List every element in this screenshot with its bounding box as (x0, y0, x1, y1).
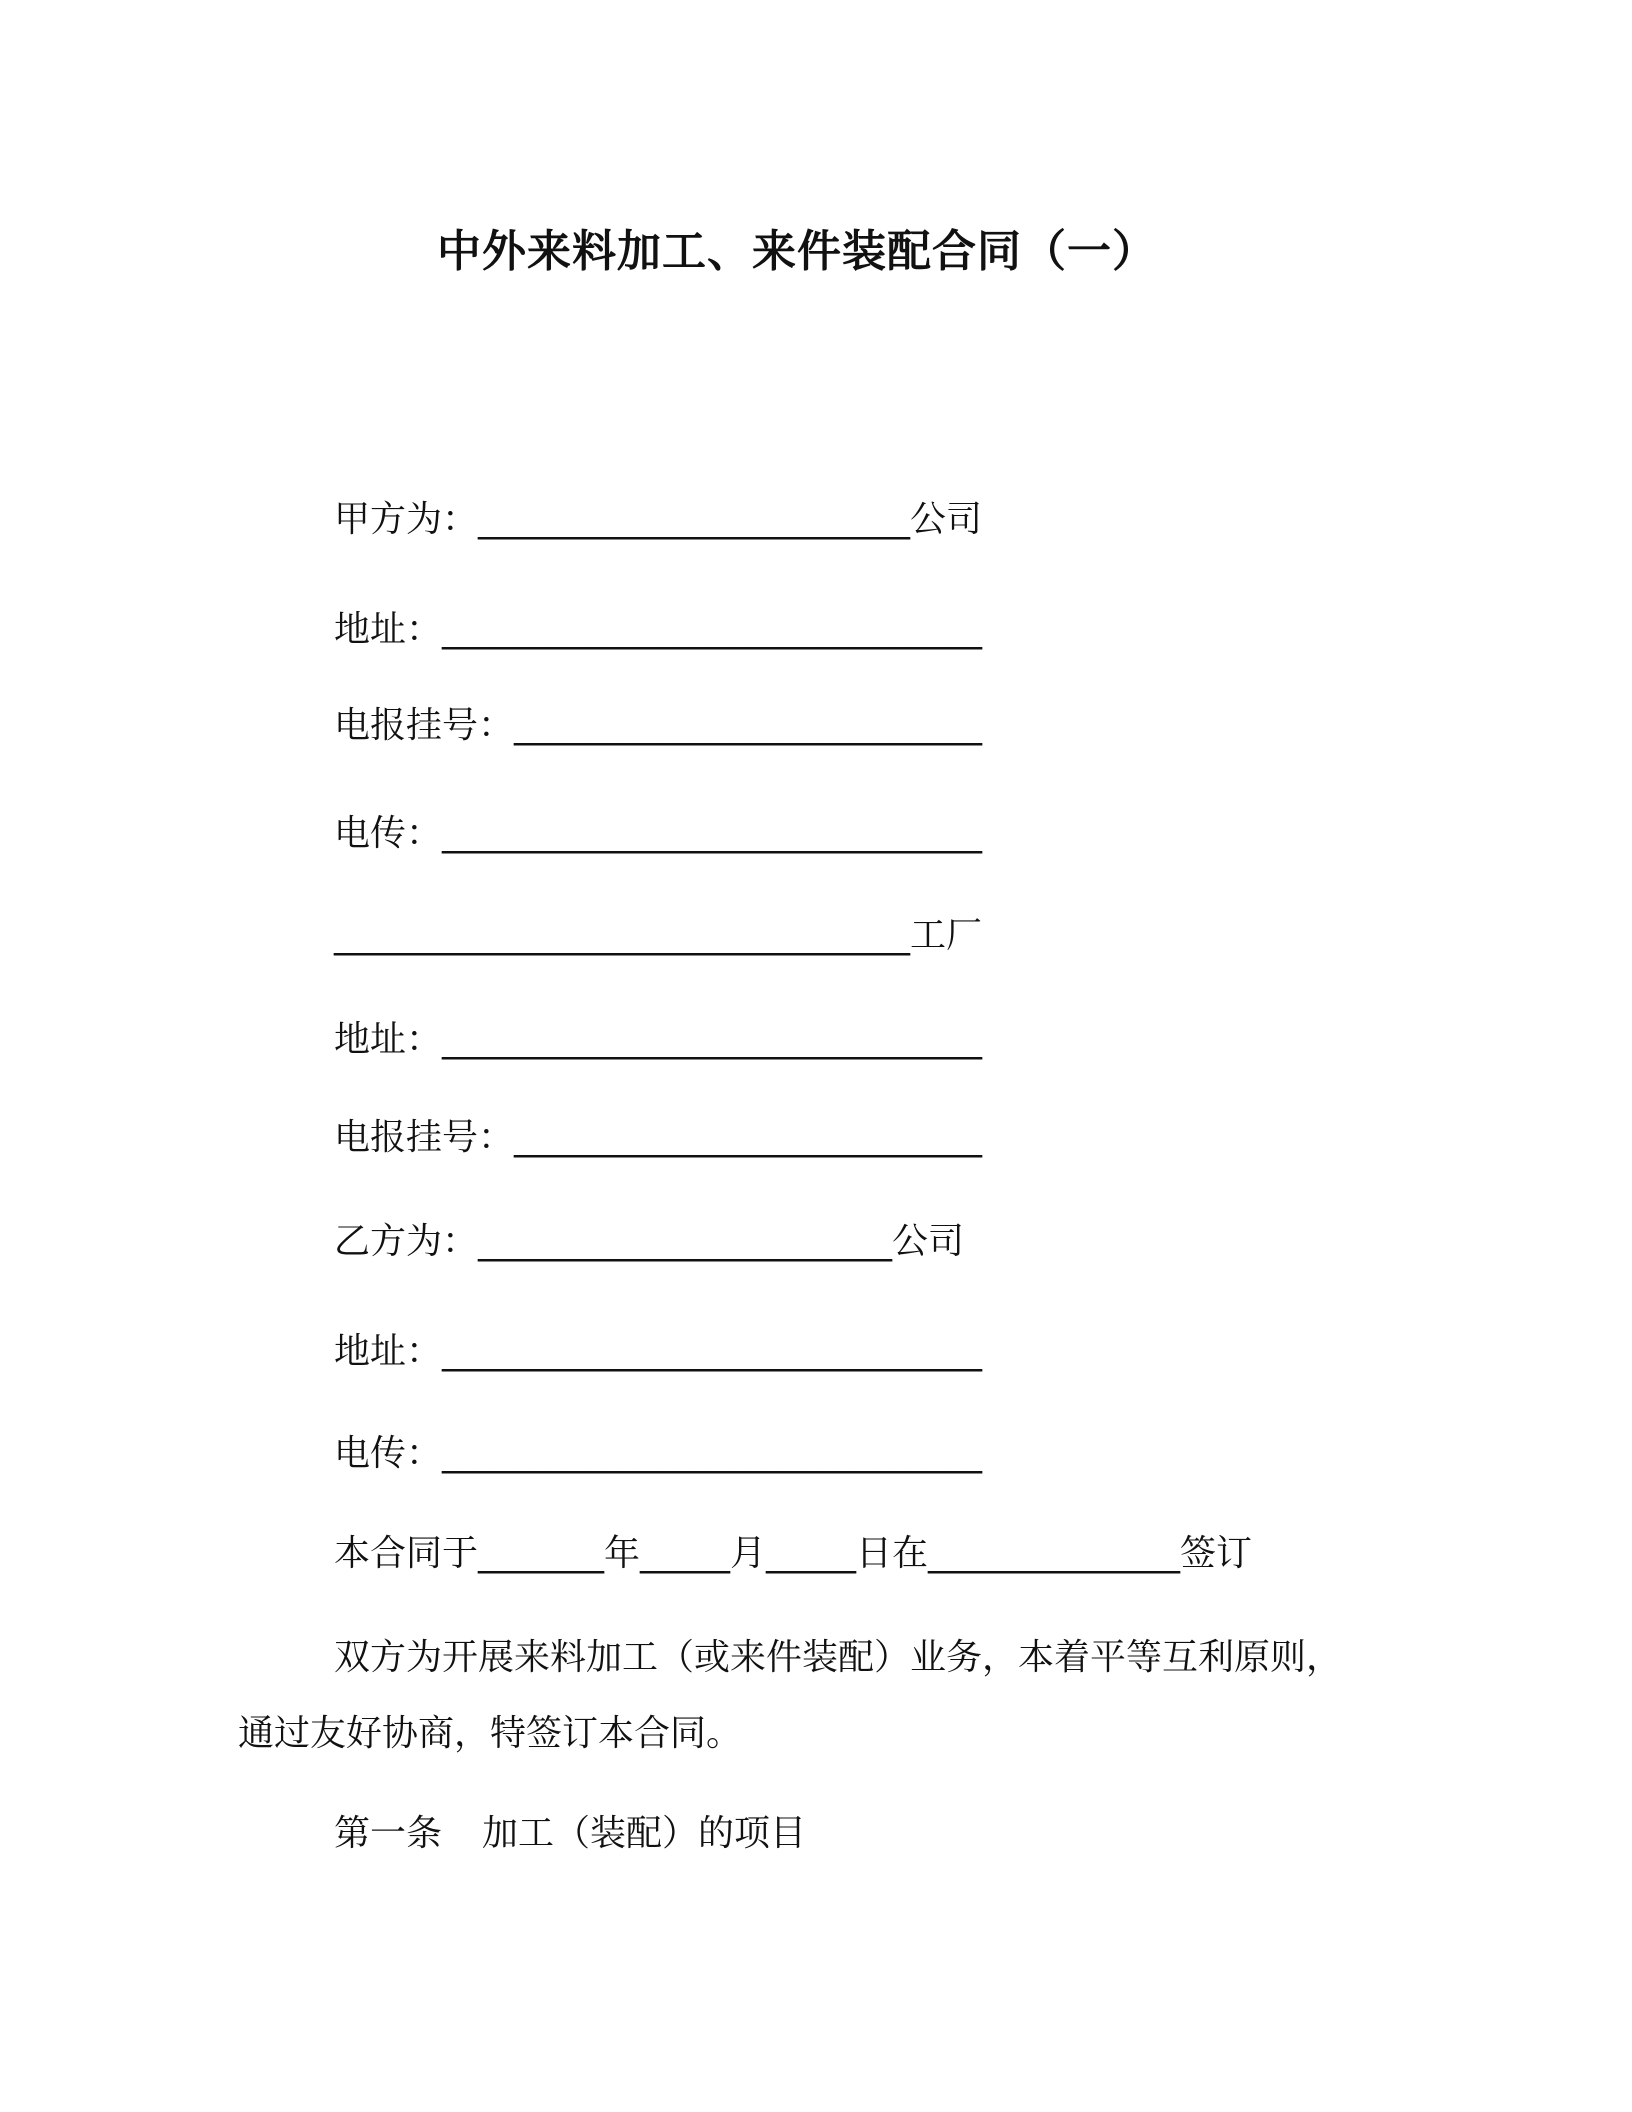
party-b-address-field: 地址：______________________________ (334, 1331, 983, 1372)
section-number: 第一条 (334, 1813, 443, 1854)
party-a-telex-field: 电传：______________________________ (334, 813, 983, 854)
party-a-address-field: 地址：______________________________ (334, 609, 983, 650)
section-heading (334, 1810, 806, 1858)
factory-address-field: 地址：______________________________ (334, 1019, 983, 1060)
factory-telegraph-field: 电报挂号：__________________________ (334, 1117, 983, 1158)
party-a-telegraph-field: 电报挂号：__________________________ (334, 705, 983, 746)
section-title: 加工（装配）的项目 (482, 1813, 807, 1854)
contract-preamble-paragraph: 双方为开展来料加工（或来件装配）业务，本着平等互利原则，通过友好协商，特签订本合同。 (238, 1637, 1343, 1754)
signing-date-place-field: 本合同于_______年_____月_____日在______________签订 (334, 1533, 1253, 1574)
party-b-telex-field: 电传：______________________________ (334, 1433, 983, 1474)
factory-name-field: ________________________________工厂 (334, 915, 982, 956)
document-title: 中外来料加工、来件装配合同（一） (437, 226, 1157, 277)
party-a-company-field: 甲方为：________________________公司 (334, 499, 983, 540)
party-b-company-field: 乙方为：_______________________公司 (334, 1221, 965, 1262)
